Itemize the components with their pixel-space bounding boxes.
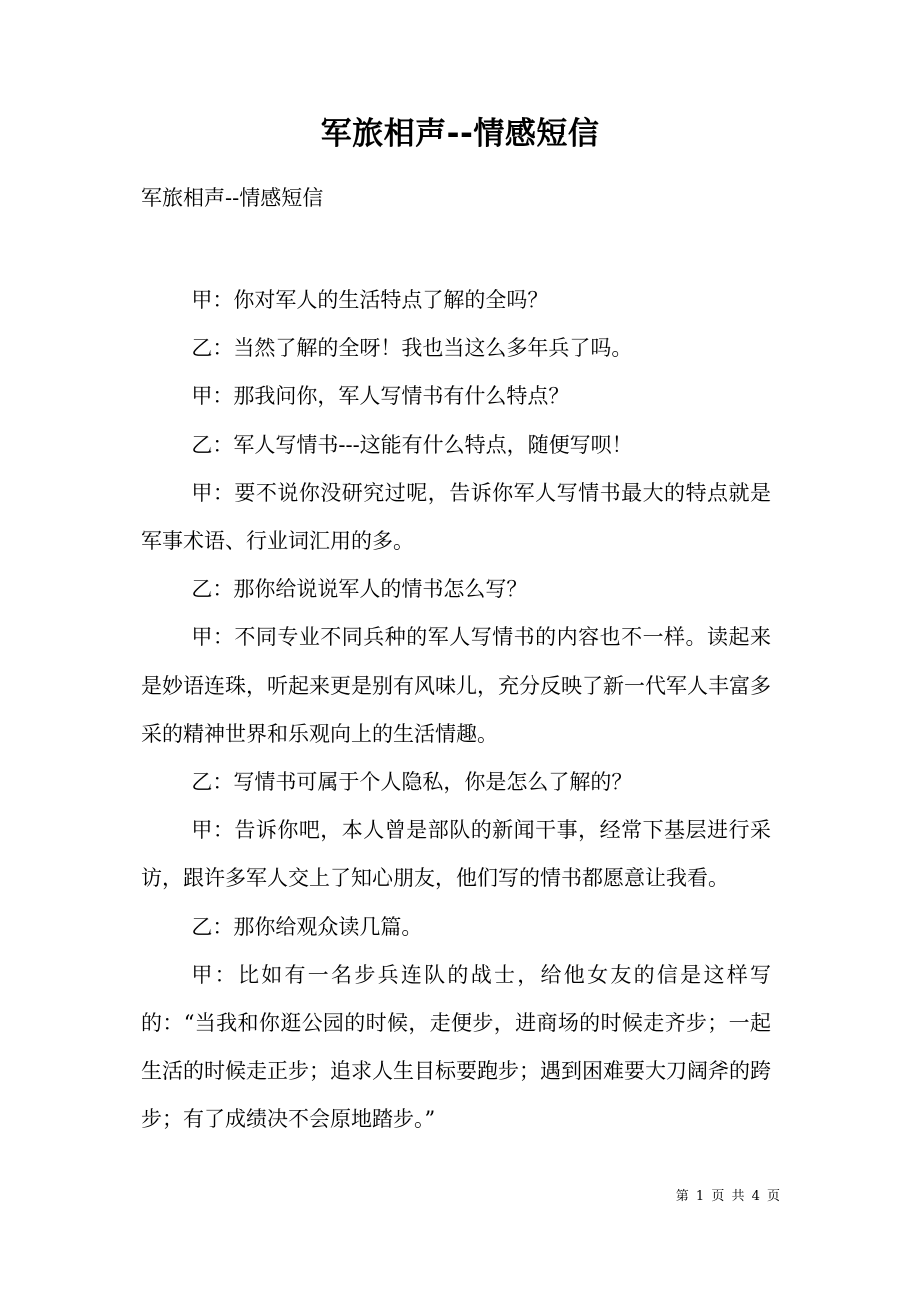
dialogue-paragraph: 乙：写情书可属于个人隐私，你是怎么了解的？ [191, 770, 633, 795]
document-body [141, 276, 771, 1144]
dialogue-paragraph: 乙：那你给观众读几篇。 [191, 914, 423, 939]
dialogue-paragraph: 乙：当然了解的全呀！我也当这么多年兵了吗。 [191, 336, 633, 361]
document-subtitle: 军旅相声--情感短信 [141, 186, 324, 210]
dialogue-paragraph: 乙：军人写情书---这能有什么特点，随便写呗！ [191, 432, 633, 457]
dialogue-paragraph: 甲：不同专业不同兵种的军人写情书的内容也不一样。读起来是妙语连珠，听起来更是别有风味儿，充分反映了新一代军人丰富多采的精神世界和乐观向上的生活情趣。 [141, 625, 771, 746]
dialogue-paragraph: 甲：那我问你，军人写情书有什么特点？ [191, 384, 570, 409]
dialogue-paragraph: 甲：比如有一名步兵连队的战士，给他女友的信是这样写的：“当我和你逛公园的时候，走便步，进商场的时候走齐步；一起生活的时候走正步；追求人生目标要跑步；遇到困难要大刀阔斧的跨步；有了成绩决不会原地踏步。” [141, 962, 771, 1132]
document-title: 军旅相声--情感短信 [320, 116, 600, 152]
page-number-footer: 第 1 页 共 4 页 [675, 1189, 780, 1204]
dialogue-paragraph: 甲：告诉你吧，本人曾是部队的新闻干事，经常下基层进行采访，跟许多军人交上了知心朋友，他们写的情书都愿意让我看。 [141, 818, 771, 891]
dialogue-paragraph: 乙：那你给说说军人的情书怎么写？ [191, 577, 528, 602]
dialogue-paragraph: 甲：你对军人的生活特点了解的全吗？ [191, 288, 549, 312]
dialogue-paragraph: 甲：要不说你没研究过呢，告诉你军人写情书最大的特点就是军事术语、行业词汇用的多。 [141, 480, 771, 554]
